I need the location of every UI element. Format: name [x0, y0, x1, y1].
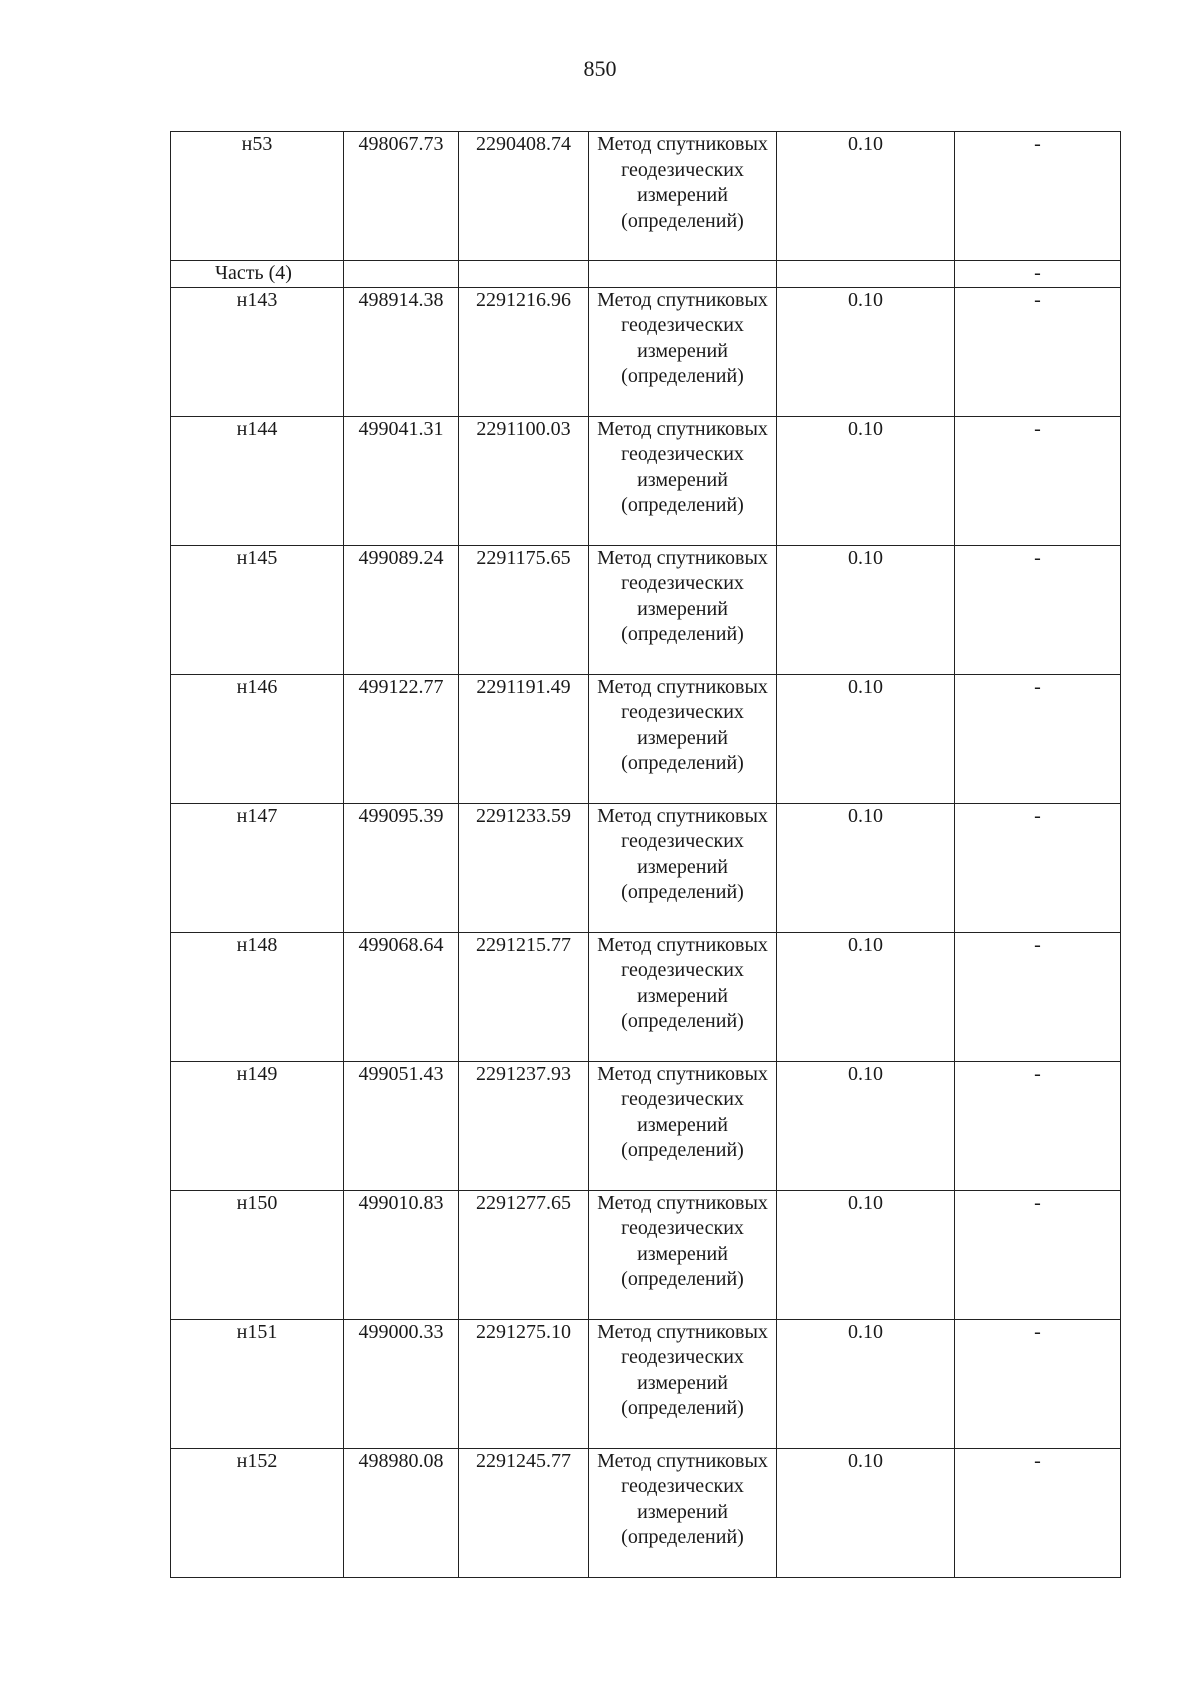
y-coordinate-cell: 2291216.96	[459, 287, 589, 416]
point-name-cell: н145	[171, 545, 344, 674]
x-coordinate-cell: 499095.39	[344, 803, 459, 932]
x-coordinate-cell: 499041.31	[344, 416, 459, 545]
table-row	[171, 545, 1121, 674]
x-coordinate-cell: 499010.83	[344, 1190, 459, 1319]
note-cell: -	[955, 1190, 1121, 1319]
note-cell: -	[955, 674, 1121, 803]
table-row	[171, 132, 1121, 261]
section-label-cell: Часть (4)	[171, 261, 344, 288]
x-coordinate-cell: 499122.77	[344, 674, 459, 803]
table-row	[171, 932, 1121, 1061]
point-name-cell: н152	[171, 1448, 344, 1577]
x-coordinate-cell: 498914.38	[344, 287, 459, 416]
table-row	[171, 1448, 1121, 1577]
y-coordinate-cell: 2291191.49	[459, 674, 589, 803]
x-coordinate-cell: 499089.24	[344, 545, 459, 674]
note-cell: -	[955, 1319, 1121, 1448]
table-row	[171, 674, 1121, 803]
y-coordinate-cell: 2291275.10	[459, 1319, 589, 1448]
x-coordinate-cell: 498980.08	[344, 1448, 459, 1577]
point-name-cell: н143	[171, 287, 344, 416]
note-cell: -	[955, 416, 1121, 545]
accuracy-cell: 0.10	[777, 674, 955, 803]
accuracy-cell: 0.10	[777, 545, 955, 674]
method-cell: Метод спутниковых геодезических измерений (определений)	[589, 416, 777, 545]
point-name-cell: н148	[171, 932, 344, 1061]
method-cell: Метод спутниковых геодезических измерений (определений)	[589, 1319, 777, 1448]
y-coordinate-cell: 2291245.77	[459, 1448, 589, 1577]
y-coordinate-cell: 2291237.93	[459, 1061, 589, 1190]
note-cell: -	[955, 545, 1121, 674]
note-cell: -	[955, 1061, 1121, 1190]
x-coordinate-cell: 499051.43	[344, 1061, 459, 1190]
accuracy-cell: 0.10	[777, 287, 955, 416]
point-name-cell: н53	[171, 132, 344, 261]
point-name-cell: н149	[171, 1061, 344, 1190]
accuracy-cell: 0.10	[777, 803, 955, 932]
x-coordinate-cell: 498067.73	[344, 132, 459, 261]
point-name-cell: н146	[171, 674, 344, 803]
table-row	[171, 1190, 1121, 1319]
point-name-cell: н144	[171, 416, 344, 545]
method-cell: Метод спутниковых геодезических измерений (определений)	[589, 287, 777, 416]
method-cell: Метод спутниковых геодезических измерений (определений)	[589, 1448, 777, 1577]
accuracy-cell: 0.10	[777, 416, 955, 545]
y-coordinate-cell: 2291215.77	[459, 932, 589, 1061]
point-name-cell: н151	[171, 1319, 344, 1448]
page-number: 850	[583, 56, 617, 81]
empty-cell	[589, 261, 777, 288]
table-row	[171, 1319, 1121, 1448]
method-cell: Метод спутниковых геодезических измерений (определений)	[589, 674, 777, 803]
table-row	[171, 416, 1121, 545]
note-cell: -	[955, 1448, 1121, 1577]
method-cell: Метод спутниковых геодезических измерений (определений)	[589, 932, 777, 1061]
point-name-cell: н147	[171, 803, 344, 932]
method-cell: Метод спутниковых геодезических измерений (определений)	[589, 1061, 777, 1190]
table-row	[171, 803, 1121, 932]
section-row	[171, 261, 1121, 288]
point-name-cell: н150	[171, 1190, 344, 1319]
y-coordinate-cell: 2291233.59	[459, 803, 589, 932]
empty-cell	[777, 261, 955, 288]
note-cell: -	[955, 261, 1121, 288]
table-row	[171, 1061, 1121, 1190]
note-cell: -	[955, 932, 1121, 1061]
y-coordinate-cell: 2291277.65	[459, 1190, 589, 1319]
empty-cell	[459, 261, 589, 288]
y-coordinate-cell: 2291100.03	[459, 416, 589, 545]
x-coordinate-cell: 499068.64	[344, 932, 459, 1061]
accuracy-cell: 0.10	[777, 932, 955, 1061]
accuracy-cell: 0.10	[777, 132, 955, 261]
empty-cell	[344, 261, 459, 288]
method-cell: Метод спутниковых геодезических измерений (определений)	[589, 545, 777, 674]
accuracy-cell: 0.10	[777, 1319, 955, 1448]
note-cell: -	[955, 132, 1121, 261]
coordinates-table	[170, 131, 1121, 1578]
table-row	[171, 287, 1121, 416]
y-coordinate-cell: 2291175.65	[459, 545, 589, 674]
accuracy-cell: 0.10	[777, 1190, 955, 1319]
note-cell: -	[955, 803, 1121, 932]
method-cell: Метод спутниковых геодезических измерений (определений)	[589, 1190, 777, 1319]
x-coordinate-cell: 499000.33	[344, 1319, 459, 1448]
method-cell: Метод спутниковых геодезических измерений (определений)	[589, 132, 777, 261]
accuracy-cell: 0.10	[777, 1061, 955, 1190]
note-cell: -	[955, 287, 1121, 416]
accuracy-cell: 0.10	[777, 1448, 955, 1577]
y-coordinate-cell: 2290408.74	[459, 132, 589, 261]
method-cell: Метод спутниковых геодезических измерений (определений)	[589, 803, 777, 932]
